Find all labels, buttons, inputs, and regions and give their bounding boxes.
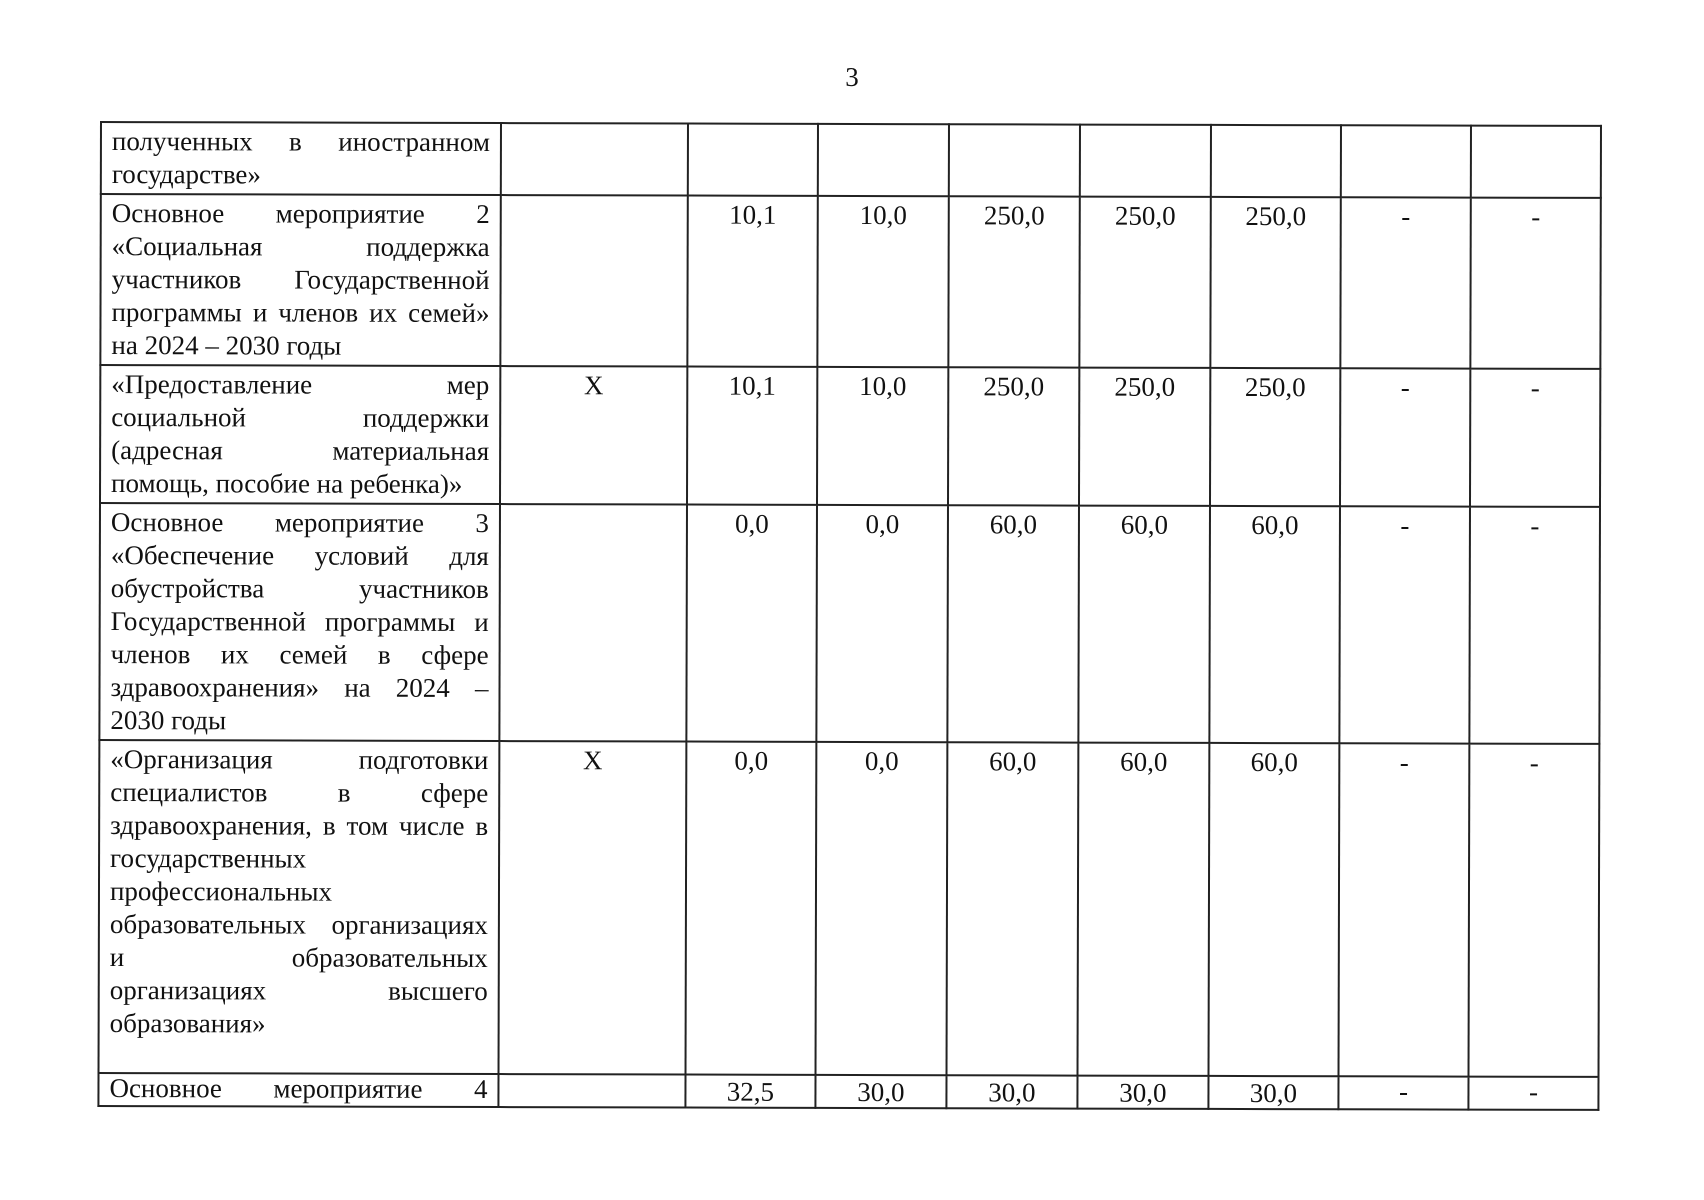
value-cell: 60,0 bbox=[1078, 506, 1210, 743]
value-cell: 250,0 bbox=[1079, 368, 1210, 506]
value-cell: 0,0 bbox=[686, 742, 817, 1075]
value-cell: 10,1 bbox=[687, 367, 817, 505]
value-cell: - bbox=[1340, 197, 1470, 368]
row-name-cell: Основное мероприятие 4 bbox=[98, 1073, 498, 1107]
value-cell: - bbox=[1469, 507, 1600, 744]
row-mark-cell bbox=[500, 195, 687, 366]
table-row bbox=[100, 194, 1600, 369]
row-mark-cell: Х bbox=[500, 366, 687, 504]
row-mark-cell bbox=[498, 1074, 685, 1107]
value-cell: 30,0 bbox=[1077, 1076, 1208, 1109]
value-cell: 60,0 bbox=[1209, 743, 1340, 1076]
value-cell bbox=[1341, 125, 1471, 197]
value-cell: 250,0 bbox=[1079, 197, 1210, 368]
value-cell: - bbox=[1470, 369, 1600, 507]
row-name-cell: Основное мероприятие 2 «Социальная поддержка участников Государственной программы и членов их семей» на 2024 – 2030 годы bbox=[100, 194, 500, 366]
value-cell: 60,0 bbox=[1209, 506, 1340, 743]
value-cell: 0,0 bbox=[686, 505, 817, 742]
page-number: 3 bbox=[845, 62, 859, 92]
value-cell: - bbox=[1469, 744, 1600, 1077]
table-row bbox=[99, 503, 1600, 744]
value-cell: 250,0 bbox=[948, 367, 1079, 505]
table-row bbox=[98, 1073, 1598, 1110]
value-cell: 250,0 bbox=[1210, 368, 1340, 506]
value-cell: 60,0 bbox=[1078, 743, 1210, 1076]
value-cell: 30,0 bbox=[815, 1075, 946, 1108]
row-name-cell: полученных в иностранном государстве» bbox=[101, 122, 501, 195]
value-cell: - bbox=[1340, 368, 1470, 506]
value-cell: - bbox=[1470, 198, 1600, 369]
row-mark-cell bbox=[501, 123, 688, 195]
value-cell: 0,0 bbox=[816, 505, 948, 742]
value-cell: - bbox=[1468, 1077, 1598, 1110]
row-name-cell: «Предоставление мер социальной поддержки (адресная материальная помощь, пособие на ребенка)» bbox=[100, 365, 500, 504]
value-cell: 30,0 bbox=[1208, 1076, 1338, 1109]
row-mark-cell bbox=[499, 504, 687, 741]
value-cell bbox=[688, 124, 818, 196]
row-mark-cell: Х bbox=[499, 741, 687, 1074]
value-cell: - bbox=[1339, 743, 1470, 1076]
value-cell bbox=[1471, 126, 1601, 198]
value-cell: 10,0 bbox=[817, 196, 948, 367]
value-cell bbox=[818, 124, 949, 196]
table-row bbox=[99, 740, 1600, 1077]
value-cell: 10,0 bbox=[817, 367, 948, 505]
value-cell: 60,0 bbox=[947, 505, 1079, 742]
value-cell: - bbox=[1338, 1076, 1468, 1109]
table-row bbox=[101, 122, 1601, 198]
value-cell: 60,0 bbox=[947, 742, 1079, 1075]
value-cell: 250,0 bbox=[1210, 197, 1340, 368]
value-cell: 250,0 bbox=[948, 196, 1079, 367]
row-name-cell: «Организация подготовки специалистов в сфере здравоохранения, в том числе в государственных профессиональных образовательных организациях и образовательных организациях высшего образования» bbox=[99, 740, 500, 1074]
value-cell bbox=[1211, 125, 1341, 197]
table-row bbox=[100, 365, 1600, 507]
value-cell: 0,0 bbox=[816, 742, 948, 1075]
value-cell: 30,0 bbox=[946, 1075, 1077, 1108]
value-cell: 32,5 bbox=[685, 1075, 815, 1108]
budget-table bbox=[97, 121, 1602, 1111]
value-cell bbox=[949, 124, 1080, 196]
row-name-cell: Основное мероприятие 3 «Обеспечение условий для обустройства участников Государственной программы и членов их семей в сфере здравоохранения» на 2024 – 2030 годы bbox=[99, 503, 500, 741]
value-cell: - bbox=[1339, 506, 1470, 743]
value-cell: 10,1 bbox=[687, 196, 817, 367]
value-cell bbox=[1080, 125, 1211, 197]
